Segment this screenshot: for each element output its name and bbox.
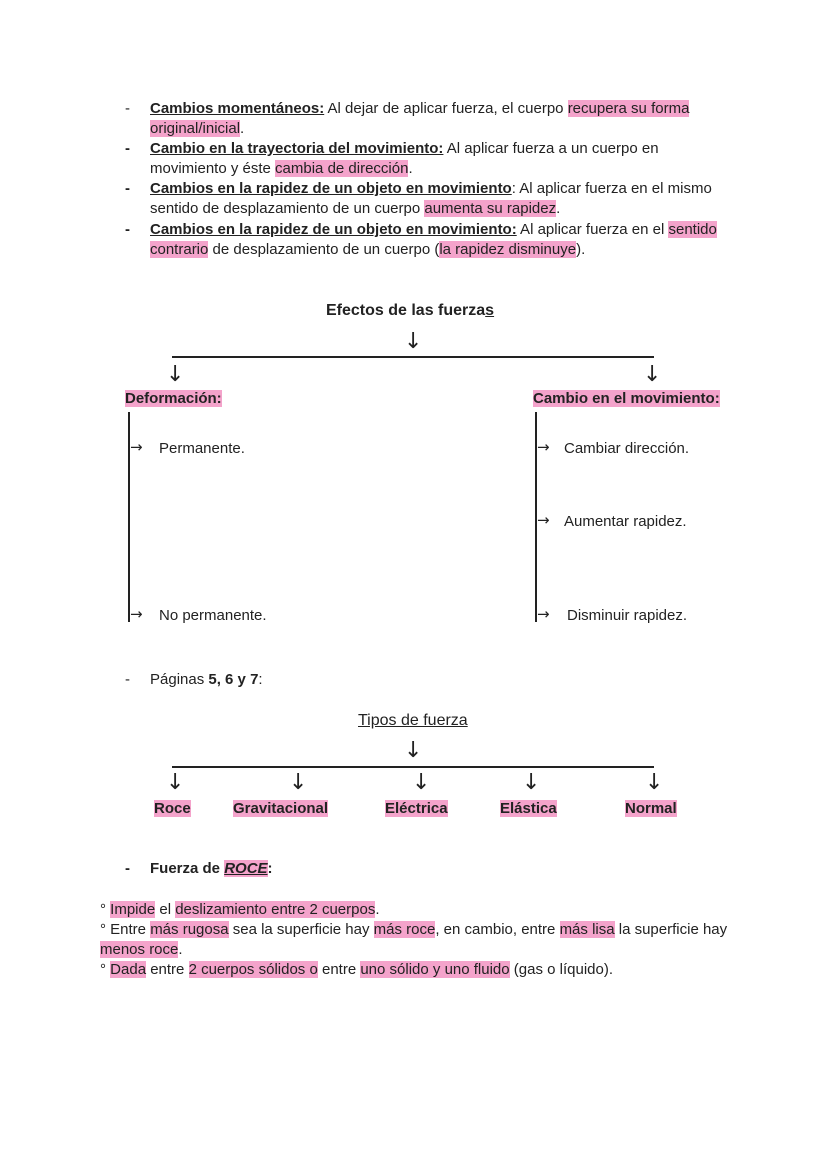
- highlighted-text: deslizamiento entre 2 cuerpos: [175, 901, 376, 918]
- roce-suffix: :: [267, 860, 273, 877]
- tipo-normal: Normal: [625, 800, 677, 817]
- movimiento-item: Disminuir rapidez.: [567, 607, 688, 624]
- highlighted-text: 2 cuerpos sólidos o: [188, 961, 318, 978]
- arrow-down-icon: ↓: [522, 770, 541, 795]
- cambio-movimiento-heading: Cambio en el movimiento:: [533, 390, 720, 407]
- movimiento-item: Cambiar dirección.: [564, 440, 690, 457]
- bullet-end: .: [408, 160, 413, 177]
- tipo-roce: Roce: [154, 800, 191, 817]
- text-segment: entre: [146, 961, 189, 978]
- arrow-right-icon: →: [130, 438, 143, 456]
- bullet-highlight-2: la rapidez disminuye: [439, 241, 577, 258]
- arrow-down-icon: ↓: [289, 770, 308, 795]
- highlighted-text: más roce: [373, 921, 436, 938]
- arrow-down-icon: ↓: [412, 770, 431, 795]
- tipo-electrica: Eléctrica: [385, 800, 448, 817]
- arrow-down-icon: ↓: [166, 362, 185, 387]
- efectos-title-text: Efectos de las fuerza: [326, 302, 486, 319]
- tipo-gravitacional: Gravitacional: [233, 800, 329, 817]
- bullet-dash: -: [125, 180, 130, 197]
- bullet-term: Cambios en la rapidez de un objeto en movimiento:: [150, 221, 517, 238]
- arrow-down-icon: ↓: [404, 329, 423, 354]
- bullet-text: Al aplicar fuerza en el: [516, 221, 669, 238]
- deformacion-heading: Deformación:: [125, 390, 222, 407]
- paginas-dash: -: [125, 671, 130, 688]
- paginas-numbers: 5, 6 y 7: [208, 671, 259, 688]
- paginas-prefix: Páginas: [150, 671, 209, 688]
- arrow-right-icon: →: [130, 605, 143, 623]
- deformacion-item: Permanente.: [159, 440, 245, 457]
- roce-point-1: [100, 900, 740, 920]
- bullet-2: [125, 139, 735, 179]
- text-segment: (gas o líquido).: [509, 961, 614, 978]
- deformacion-item: No permanente.: [159, 607, 267, 624]
- tipo-elastica: Elástica: [500, 800, 557, 817]
- text-segment: .: [178, 941, 183, 958]
- bullet-end: .: [556, 200, 561, 217]
- movimiento-item: Aumentar rapidez.: [564, 513, 687, 530]
- roce-heading: [150, 860, 273, 877]
- tipos-title: Tipos de fuerza: [358, 712, 468, 729]
- roce-point-3: [100, 960, 740, 980]
- bullet-end: ).: [576, 241, 586, 258]
- highlighted-text: Dada: [110, 961, 147, 978]
- bullet-4: [125, 220, 735, 260]
- paginas-suffix: :: [258, 671, 263, 688]
- arrow-right-icon: →: [537, 438, 550, 456]
- bullet-highlight: recupera su forma original/inicial: [150, 100, 690, 137]
- bullet-text: Al aplicar fuerza a un cuerpo en movimiento y éste: [150, 140, 659, 177]
- efectos-title-last: s: [485, 302, 495, 319]
- bullet-text: : Al aplicar fuerza en el mismo sentido de desplazamiento de un cuerpo: [150, 180, 712, 217]
- bullet-highlight: sentido contrario: [150, 221, 717, 258]
- text-segment: ° Entre: [100, 921, 151, 938]
- bullet-dash: -: [125, 100, 130, 117]
- text-segment: el: [155, 901, 176, 918]
- bullet-term: Cambio en la trayectoria del movimiento:: [150, 140, 444, 157]
- bullet-term: Cambios momentáneos:: [150, 100, 325, 117]
- text-segment: , en cambio, entre: [435, 921, 560, 938]
- text-segment: .: [375, 901, 380, 918]
- paginas-line: [150, 671, 263, 688]
- roce-term: ROCE: [224, 860, 268, 877]
- highlighted-text: menos roce: [100, 941, 179, 958]
- bullet-term: Cambios en la rapidez de un objeto en movimiento: [150, 180, 512, 197]
- efectos-title: [326, 302, 494, 320]
- arrow-down-icon: ↓: [404, 738, 423, 763]
- text-segment: °: [100, 961, 111, 978]
- bullet-1: [125, 99, 735, 139]
- highlighted-text: más rugosa: [150, 921, 229, 938]
- bullet-highlight: cambia de dirección: [275, 160, 409, 177]
- bullet-3: [125, 179, 735, 219]
- bullet-text: Al dejar de aplicar fuerza, el cuerpo: [324, 100, 568, 117]
- bullet-text-2: de desplazamiento de un cuerpo (: [208, 241, 440, 258]
- text-segment: la superficie hay: [614, 921, 728, 938]
- arrow-down-icon: ↓: [645, 770, 664, 795]
- bullet-dash: -: [125, 140, 130, 157]
- text-segment: sea la superficie hay: [228, 921, 374, 938]
- arrow-right-icon: →: [537, 511, 550, 529]
- text-segment: °: [100, 901, 106, 918]
- highlighted-text: uno sólido y uno fluido: [360, 961, 510, 978]
- arrow-down-icon: ↓: [166, 770, 185, 795]
- efectos-branch-line: [172, 356, 654, 358]
- arrow-down-icon: ↓: [643, 362, 662, 387]
- bullet-dash: -: [125, 221, 130, 238]
- bullet-highlight: aumenta su rapidez: [424, 200, 557, 217]
- text-segment: entre: [317, 961, 361, 978]
- roce-prefix: Fuerza de: [150, 860, 225, 877]
- arrow-right-icon: →: [537, 605, 550, 623]
- roce-point-2: [100, 920, 740, 960]
- highlighted-text: Impide: [110, 901, 156, 918]
- roce-dash: -: [125, 860, 130, 877]
- highlighted-text: más lisa: [559, 921, 615, 938]
- bullet-end: .: [240, 120, 245, 137]
- tipos-branch-line: [172, 766, 654, 768]
